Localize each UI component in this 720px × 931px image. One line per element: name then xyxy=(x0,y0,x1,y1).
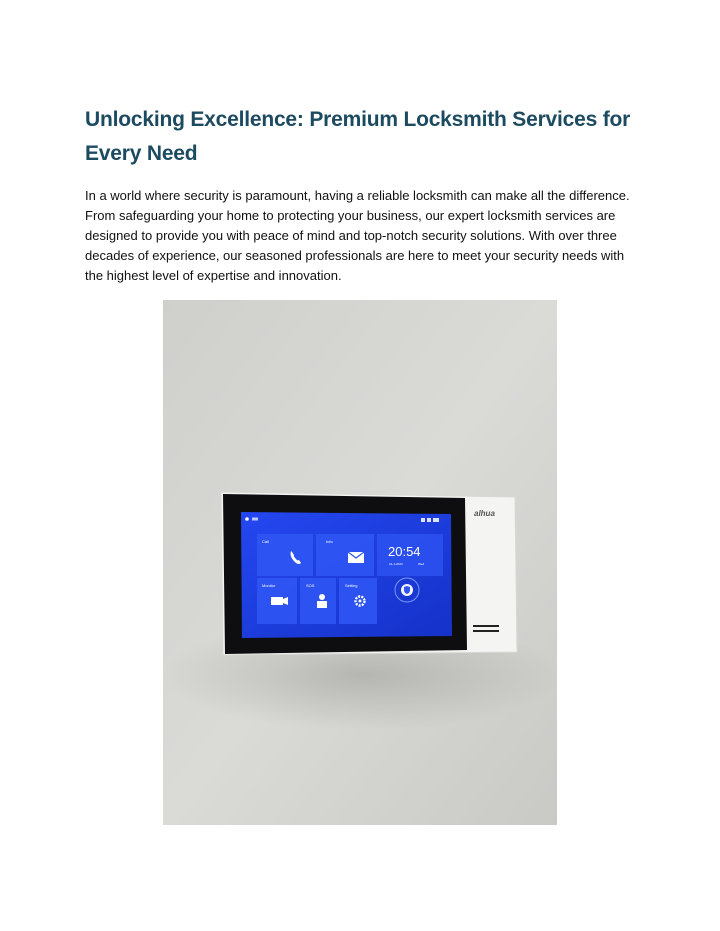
clock-date: 21-1-2023 xyxy=(389,562,403,566)
clock-panel xyxy=(377,534,443,576)
speaker-grille xyxy=(473,625,499,627)
svg-text:SOS: SOS xyxy=(306,583,315,588)
brand-logo: alhua xyxy=(474,509,495,518)
tile-setting xyxy=(339,578,377,624)
clock-time: 20:54 xyxy=(388,544,421,559)
camera-icon xyxy=(271,597,283,605)
tile-call xyxy=(257,534,313,576)
svg-text:Info: Info xyxy=(326,539,333,544)
person-icon xyxy=(319,594,325,600)
status-indicator-icon xyxy=(245,517,249,521)
svg-text:Setting: Setting xyxy=(345,583,358,588)
clock-weekday: Wed xyxy=(418,562,425,566)
svg-text:Monitor: Monitor xyxy=(262,583,276,588)
svg-text:Call: Call xyxy=(262,539,269,544)
intercom-device xyxy=(221,492,517,655)
tile-info xyxy=(316,534,374,576)
page-title: Unlocking Excellence: Premium Locksmith Services for Every Need xyxy=(85,108,631,165)
tile-monitor xyxy=(257,578,297,624)
intro-paragraph: In a world where security is paramount, having a reliable locksmith can make all the difference. From safeguarding your home to protecting your business, our expert locksmith services are designed to provide you with peace of mind and top-notch security solutions. With over three decades of experience, our seasoned professionals are here to meet your security needs with the highest level of expertise and innovation. xyxy=(85,188,630,283)
tile-sos xyxy=(300,578,336,624)
intercom-photo xyxy=(163,300,557,825)
